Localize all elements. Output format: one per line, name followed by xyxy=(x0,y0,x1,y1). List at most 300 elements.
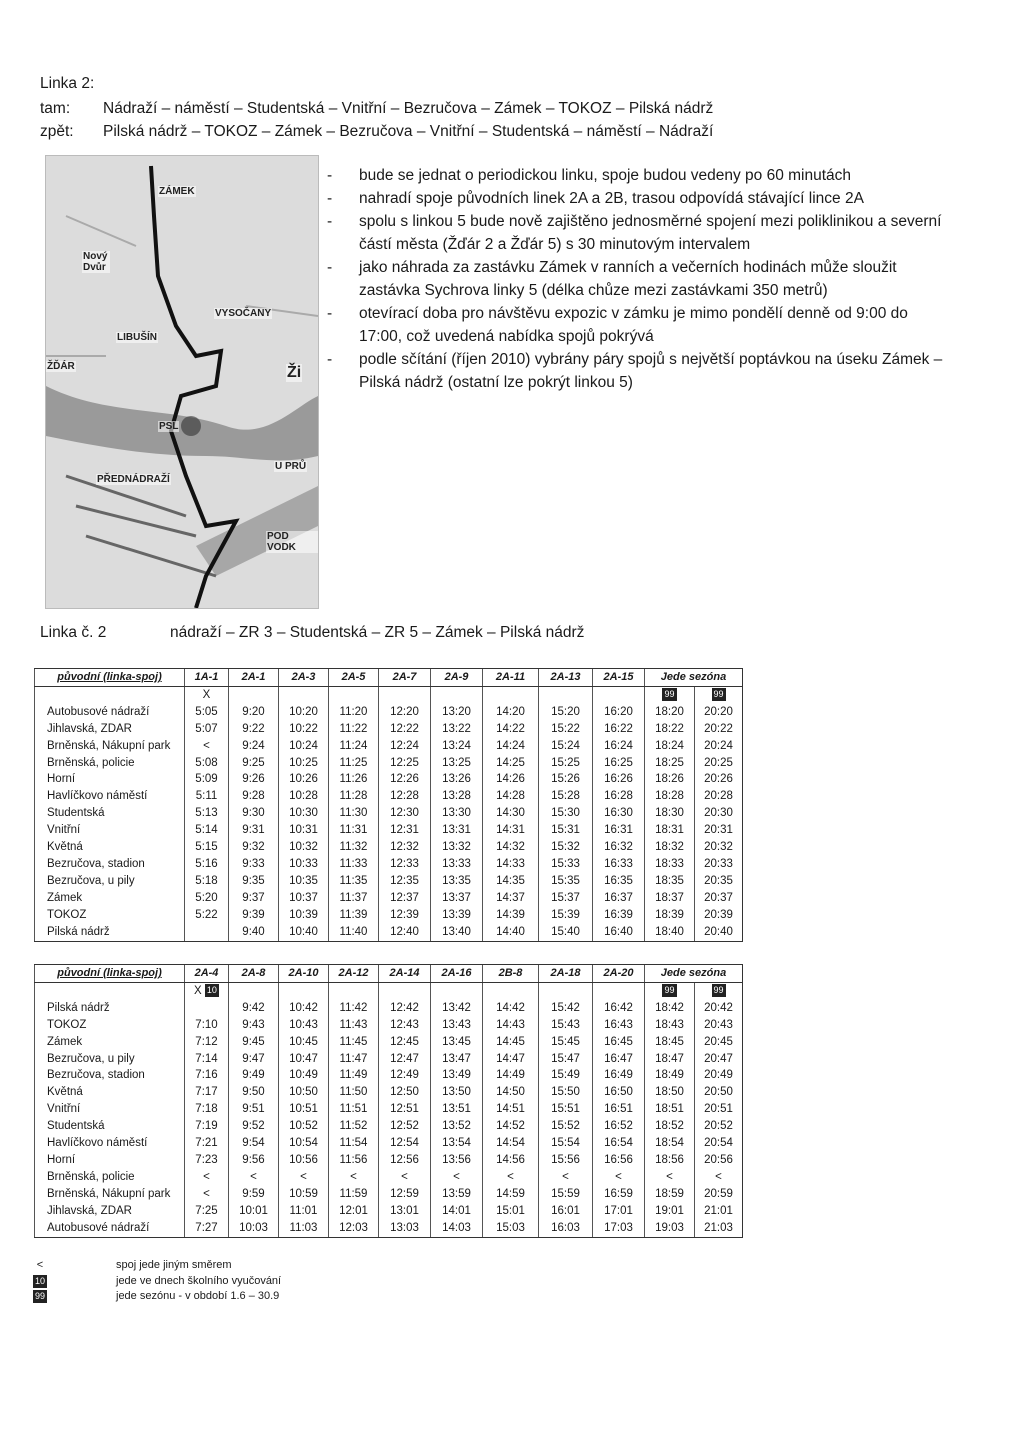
time-cell: 10:43 xyxy=(279,1017,329,1034)
time-cell: 14:32 xyxy=(483,839,539,856)
stop-name-cell: Vnitřní xyxy=(35,822,185,839)
time-cell: 14:49 xyxy=(483,1067,539,1084)
time-cell: 11:30 xyxy=(329,805,379,822)
time-cell: 18:45 xyxy=(645,1034,695,1051)
time-cell: 9:59 xyxy=(229,1186,279,1203)
time-cell: 12:25 xyxy=(379,755,431,772)
stop-name-cell: Havlíčkovo náměstí xyxy=(35,1135,185,1152)
time-cell: 18:43 xyxy=(645,1017,695,1034)
tam-label: tam: xyxy=(40,100,71,117)
time-cell xyxy=(185,1000,229,1017)
table-row xyxy=(35,755,743,772)
time-cell: 13:35 xyxy=(431,873,483,890)
time-cell: 14:43 xyxy=(483,1017,539,1034)
time-cell: 7:27 xyxy=(185,1220,229,1237)
time-cell: 9:31 xyxy=(229,822,279,839)
column-header-trip: 2A-5 xyxy=(329,669,379,687)
time-cell: 16:37 xyxy=(593,890,645,907)
time-cell: 16:50 xyxy=(593,1084,645,1101)
stop-name-cell: TOKOZ xyxy=(35,907,185,924)
stop-name-cell: Zámek xyxy=(35,890,185,907)
time-cell: 13:50 xyxy=(431,1084,483,1101)
time-cell: 10:26 xyxy=(279,771,329,788)
time-cell: 11:42 xyxy=(329,1000,379,1017)
time-cell: 17:03 xyxy=(593,1220,645,1237)
time-cell: 14:35 xyxy=(483,873,539,890)
table-row xyxy=(35,1203,743,1220)
time-cell: 14:54 xyxy=(483,1135,539,1152)
time-cell: 11:03 xyxy=(279,1220,329,1237)
legend-badge xyxy=(34,1289,46,1304)
bullet-text: jako náhrada za zastávku Zámek v ranních a večerních hodinách může sloužit zastávka Sychrova linky 5 (délka chůze mezi zastávkami 350 metrů) xyxy=(359,259,897,299)
time-cell: 7:21 xyxy=(185,1135,229,1152)
column-header-trip: 2A-4 xyxy=(185,965,229,983)
stop-name-cell: Květná xyxy=(35,1084,185,1101)
time-cell: 19:01 xyxy=(645,1203,695,1220)
time-cell: 13:43 xyxy=(431,1017,483,1034)
time-cell: 12:45 xyxy=(379,1034,431,1051)
table-row xyxy=(35,1135,743,1152)
time-cell: 20:32 xyxy=(695,839,743,856)
table-row xyxy=(35,839,743,856)
time-cell: 18:49 xyxy=(645,1067,695,1084)
time-cell: 18:24 xyxy=(645,738,695,755)
time-cell: 14:47 xyxy=(483,1051,539,1068)
time-cell: 7:25 xyxy=(185,1203,229,1220)
time-cell: 18:35 xyxy=(645,873,695,890)
map-label-u-pru: U PRŮ xyxy=(275,461,307,472)
line-title: Linka 2: xyxy=(40,75,95,92)
note-cell xyxy=(185,982,229,999)
line-caption-label: Linka č. 2 xyxy=(40,624,107,641)
notes-row xyxy=(35,982,743,999)
table-row xyxy=(35,1118,743,1135)
time-cell: 13:25 xyxy=(431,755,483,772)
time-cell xyxy=(185,924,229,941)
time-cell: < xyxy=(431,1169,483,1186)
note-badge: 99 xyxy=(713,689,724,700)
note-cell xyxy=(431,982,483,999)
time-cell: 10:31 xyxy=(279,822,329,839)
time-cell: 9:22 xyxy=(229,721,279,738)
time-cell: 12:43 xyxy=(379,1017,431,1034)
time-cell: 15:24 xyxy=(539,738,593,755)
time-cell: 13:03 xyxy=(379,1220,431,1237)
time-cell: 9:37 xyxy=(229,890,279,907)
time-cell: 11:24 xyxy=(329,738,379,755)
time-cell: 14:50 xyxy=(483,1084,539,1101)
column-header-trip: Jede sezóna xyxy=(645,669,743,687)
table-row xyxy=(35,1017,743,1034)
time-cell: 15:28 xyxy=(539,788,593,805)
time-cell: 18:50 xyxy=(645,1084,695,1101)
bullet-dash: - xyxy=(327,167,333,184)
legend xyxy=(34,1258,281,1305)
bullet-list xyxy=(327,164,947,394)
time-cell: 20:25 xyxy=(695,755,743,772)
note-x: X xyxy=(194,984,205,997)
column-header-trip: Jede sezóna xyxy=(645,965,743,983)
time-cell: 16:24 xyxy=(593,738,645,755)
time-cell: 11:43 xyxy=(329,1017,379,1034)
legend-text: spoj jede jiným směrem xyxy=(116,1259,232,1271)
time-cell: 9:25 xyxy=(229,755,279,772)
time-cell: 9:42 xyxy=(229,1000,279,1017)
note-cell xyxy=(329,686,379,703)
time-cell: 5:07 xyxy=(185,721,229,738)
column-header-trip: 2A-8 xyxy=(229,965,279,983)
bullet-item xyxy=(327,210,947,256)
time-cell: 5:08 xyxy=(185,755,229,772)
map-label-libusin: LIBUŠÍN xyxy=(117,332,157,343)
note-badge: 99 xyxy=(664,985,675,996)
time-cell: 13:45 xyxy=(431,1034,483,1051)
bullet-item xyxy=(327,187,947,210)
note-cell xyxy=(483,982,539,999)
stop-name-cell: Brněnská, Nákupní park xyxy=(35,738,185,755)
time-cell: 9:52 xyxy=(229,1118,279,1135)
time-cell: 12:47 xyxy=(379,1051,431,1068)
time-cell: 13:26 xyxy=(431,771,483,788)
bullet-text: bude se jednat o periodickou linku, spoje budou vedeny po 60 minutách xyxy=(359,167,852,184)
table-row xyxy=(35,738,743,755)
time-cell: 9:33 xyxy=(229,856,279,873)
stop-name-cell: Jihlavská, ZDAR xyxy=(35,1203,185,1220)
time-cell: 9:45 xyxy=(229,1034,279,1051)
time-cell: 13:52 xyxy=(431,1118,483,1135)
map-label-novy-dvur: Nový Dvůr xyxy=(82,251,110,273)
time-cell: 9:39 xyxy=(229,907,279,924)
time-cell: 12:56 xyxy=(379,1152,431,1169)
time-cell: 16:54 xyxy=(593,1135,645,1152)
time-cell: 12:40 xyxy=(379,924,431,941)
note-cell xyxy=(483,686,539,703)
time-cell: 16:39 xyxy=(593,907,645,924)
note-cell xyxy=(35,982,185,999)
stop-name-cell: Brněnská, policie xyxy=(35,1169,185,1186)
column-header-trip: 2A-15 xyxy=(593,669,645,687)
time-cell: 20:30 xyxy=(695,805,743,822)
bullet-dash: - xyxy=(327,305,333,322)
time-cell: 9:24 xyxy=(229,738,279,755)
time-cell: 13:20 xyxy=(431,704,483,721)
time-cell: 14:37 xyxy=(483,890,539,907)
table-row xyxy=(35,1169,743,1186)
time-cell: 16:03 xyxy=(539,1220,593,1237)
time-cell: 18:39 xyxy=(645,907,695,924)
time-cell: 11:54 xyxy=(329,1135,379,1152)
table-header-row xyxy=(35,669,743,687)
time-cell: 16:31 xyxy=(593,822,645,839)
time-cell: 9:43 xyxy=(229,1017,279,1034)
time-cell: 11:47 xyxy=(329,1051,379,1068)
time-cell: 15:40 xyxy=(539,924,593,941)
time-cell: 16:43 xyxy=(593,1017,645,1034)
notes-row xyxy=(35,686,743,703)
column-header-trip: 2B-8 xyxy=(483,965,539,983)
time-cell: 14:42 xyxy=(483,1000,539,1017)
time-cell: 15:42 xyxy=(539,1000,593,1017)
time-cell: 12:01 xyxy=(329,1203,379,1220)
stop-name-cell: Horní xyxy=(35,1152,185,1169)
legend-item xyxy=(34,1274,281,1290)
time-cell: 15:20 xyxy=(539,704,593,721)
time-cell: 12:30 xyxy=(379,805,431,822)
note-cell xyxy=(229,686,279,703)
map-label-vysocany: VYSOČANY xyxy=(215,308,272,319)
table-row xyxy=(35,873,743,890)
table-row xyxy=(35,1220,743,1237)
legend-symbol: < xyxy=(36,1259,44,1271)
column-header-stop: původní (linka-spoj) xyxy=(35,669,185,687)
note-cell xyxy=(329,982,379,999)
time-cell: 11:49 xyxy=(329,1067,379,1084)
time-cell: 15:22 xyxy=(539,721,593,738)
table-row xyxy=(35,1067,743,1084)
time-cell: 20:26 xyxy=(695,771,743,788)
time-cell: 18:28 xyxy=(645,788,695,805)
time-cell: 20:56 xyxy=(695,1152,743,1169)
time-cell: 12:51 xyxy=(379,1101,431,1118)
note-cell xyxy=(379,686,431,703)
time-cell: 13:42 xyxy=(431,1000,483,1017)
map-label-prednadrazi: PŘEDNÁDRAŽÍ xyxy=(97,474,170,485)
stop-name-cell: Havlíčkovo náměstí xyxy=(35,788,185,805)
column-header-trip: 2A-16 xyxy=(431,965,483,983)
time-cell: 20:22 xyxy=(695,721,743,738)
time-cell: 15:35 xyxy=(539,873,593,890)
time-cell: 16:30 xyxy=(593,805,645,822)
table-row xyxy=(35,788,743,805)
time-cell: 12:50 xyxy=(379,1084,431,1101)
table-row xyxy=(35,771,743,788)
time-cell: < xyxy=(185,1169,229,1186)
stop-name-cell: Autobusové nádraží xyxy=(35,1220,185,1237)
table-row xyxy=(35,822,743,839)
time-cell: 12:37 xyxy=(379,890,431,907)
table-row xyxy=(35,704,743,721)
stop-name-cell: Brněnská, Nákupní park xyxy=(35,1186,185,1203)
time-cell: 13:56 xyxy=(431,1152,483,1169)
time-cell: 12:52 xyxy=(379,1118,431,1135)
time-cell: 11:31 xyxy=(329,822,379,839)
time-cell: < xyxy=(539,1169,593,1186)
time-cell: 5:09 xyxy=(185,771,229,788)
time-cell: 5:22 xyxy=(185,907,229,924)
table-row xyxy=(35,1000,743,1017)
time-cell: 12:49 xyxy=(379,1067,431,1084)
time-cell: 11:20 xyxy=(329,704,379,721)
time-cell: 14:39 xyxy=(483,907,539,924)
time-cell: 16:47 xyxy=(593,1051,645,1068)
column-header-trip: 2A-13 xyxy=(539,669,593,687)
time-cell: 15:31 xyxy=(539,822,593,839)
time-cell: 7:16 xyxy=(185,1067,229,1084)
time-cell: 13:28 xyxy=(431,788,483,805)
time-cell: 14:40 xyxy=(483,924,539,941)
time-cell: 18:56 xyxy=(645,1152,695,1169)
note-cell xyxy=(379,982,431,999)
timetable-outbound xyxy=(34,668,743,942)
time-cell: < xyxy=(645,1169,695,1186)
table-row xyxy=(35,856,743,873)
stop-name-cell: Studentská xyxy=(35,1118,185,1135)
time-cell: 12:24 xyxy=(379,738,431,755)
time-cell: 13:24 xyxy=(431,738,483,755)
table-row xyxy=(35,1101,743,1118)
stop-name-cell: Květná xyxy=(35,839,185,856)
time-cell: 5:11 xyxy=(185,788,229,805)
legend-text: jede ve dnech školního vyučování xyxy=(116,1274,282,1287)
stop-name-cell: Bezručova, stadion xyxy=(35,1067,185,1084)
time-cell: 20:50 xyxy=(695,1084,743,1101)
time-cell: 14:26 xyxy=(483,771,539,788)
time-cell: 13:37 xyxy=(431,890,483,907)
column-header-trip: 2A-7 xyxy=(379,669,431,687)
note-cell xyxy=(185,686,229,703)
time-cell: < xyxy=(329,1169,379,1186)
note-cell xyxy=(279,982,329,999)
time-cell: 12:28 xyxy=(379,788,431,805)
time-cell: 12:20 xyxy=(379,704,431,721)
stop-name-cell: Bezručova, u pily xyxy=(35,1051,185,1068)
note-badge: 99 xyxy=(713,985,724,996)
note-cell xyxy=(695,982,743,999)
time-cell: 5:14 xyxy=(185,822,229,839)
stop-name-cell: Autobusové nádraží xyxy=(35,704,185,721)
line-caption-route: nádraží – ZR 3 – Studentská – ZR 5 – Zámek – Pilská nádrž xyxy=(170,624,585,641)
time-cell: 14:25 xyxy=(483,755,539,772)
time-cell: 20:35 xyxy=(695,873,743,890)
time-cell: 13:22 xyxy=(431,721,483,738)
time-cell: 9:30 xyxy=(229,805,279,822)
time-cell: 16:42 xyxy=(593,1000,645,1017)
stop-name-cell: Brněnská, policie xyxy=(35,755,185,772)
time-cell: 11:39 xyxy=(329,907,379,924)
time-cell: 15:59 xyxy=(539,1186,593,1203)
time-cell: 7:23 xyxy=(185,1152,229,1169)
time-cell: 12:26 xyxy=(379,771,431,788)
time-cell: 14:45 xyxy=(483,1034,539,1051)
time-cell: 16:28 xyxy=(593,788,645,805)
note-cell xyxy=(229,982,279,999)
time-cell: 14:30 xyxy=(483,805,539,822)
time-cell: 13:51 xyxy=(431,1101,483,1118)
time-cell: 15:39 xyxy=(539,907,593,924)
time-cell: 9:35 xyxy=(229,873,279,890)
time-cell: 12:39 xyxy=(379,907,431,924)
map-label-pod-vodk: POD VODK xyxy=(266,531,318,553)
time-cell: 12:33 xyxy=(379,856,431,873)
bullet-dash: - xyxy=(327,259,333,276)
time-cell: 11:22 xyxy=(329,721,379,738)
time-cell: 14:31 xyxy=(483,822,539,839)
time-cell: < xyxy=(695,1169,743,1186)
time-cell: 20:20 xyxy=(695,704,743,721)
legend-text: jede sezónu - v období 1.6 – 30.9 xyxy=(116,1290,280,1302)
time-cell: 11:37 xyxy=(329,890,379,907)
time-cell: 11:51 xyxy=(329,1101,379,1118)
time-cell: 15:54 xyxy=(539,1135,593,1152)
time-cell: 11:45 xyxy=(329,1034,379,1051)
time-cell: 10:45 xyxy=(279,1034,329,1051)
note-cell xyxy=(645,686,695,703)
column-header-trip: 2A-12 xyxy=(329,965,379,983)
time-cell: 20:24 xyxy=(695,738,743,755)
time-cell: 10:30 xyxy=(279,805,329,822)
map-label-zdar: ŽĎÁR xyxy=(47,361,75,372)
time-cell: 15:32 xyxy=(539,839,593,856)
timetable-inbound xyxy=(34,964,743,1238)
time-cell: 14:24 xyxy=(483,738,539,755)
time-cell: 16:22 xyxy=(593,721,645,738)
time-cell: 10:49 xyxy=(279,1067,329,1084)
time-cell: 20:54 xyxy=(695,1135,743,1152)
column-header-trip: 2A-18 xyxy=(539,965,593,983)
time-cell: 20:47 xyxy=(695,1051,743,1068)
time-cell: 14:28 xyxy=(483,788,539,805)
bullet-dash: - xyxy=(327,213,333,230)
time-cell: 14:01 xyxy=(431,1203,483,1220)
time-cell: 10:40 xyxy=(279,924,329,941)
time-cell: 15:51 xyxy=(539,1101,593,1118)
legend-badge-text: 10 xyxy=(35,1275,46,1286)
table-row xyxy=(35,1186,743,1203)
time-cell: < xyxy=(593,1169,645,1186)
time-cell: 13:54 xyxy=(431,1135,483,1152)
time-cell: 12:22 xyxy=(379,721,431,738)
column-header-trip: 2A-20 xyxy=(593,965,645,983)
stop-name-cell: Pilská nádrž xyxy=(35,924,185,941)
time-cell: 15:56 xyxy=(539,1152,593,1169)
time-cell: 15:49 xyxy=(539,1067,593,1084)
map-label-zamek: ZÁMEK xyxy=(159,186,195,197)
table-header-row xyxy=(35,965,743,983)
bullet-dash: - xyxy=(327,351,333,368)
time-cell: 11:56 xyxy=(329,1152,379,1169)
time-cell: 20:51 xyxy=(695,1101,743,1118)
time-cell: 20:52 xyxy=(695,1118,743,1135)
time-cell: 5:16 xyxy=(185,856,229,873)
time-cell: 15:01 xyxy=(483,1203,539,1220)
time-cell: 18:59 xyxy=(645,1186,695,1203)
time-cell: 11:50 xyxy=(329,1084,379,1101)
time-cell: 15:45 xyxy=(539,1034,593,1051)
time-cell: 14:52 xyxy=(483,1118,539,1135)
time-cell: 15:43 xyxy=(539,1017,593,1034)
time-cell: 12:32 xyxy=(379,839,431,856)
bullet-item xyxy=(327,302,947,348)
time-cell: 11:28 xyxy=(329,788,379,805)
time-cell: 13:32 xyxy=(431,839,483,856)
table-row xyxy=(35,890,743,907)
time-cell: 5:18 xyxy=(185,873,229,890)
time-cell: 15:30 xyxy=(539,805,593,822)
note-cell xyxy=(279,686,329,703)
time-cell: 10:22 xyxy=(279,721,329,738)
note-cell xyxy=(593,982,645,999)
time-cell: 21:03 xyxy=(695,1220,743,1237)
time-cell: 18:22 xyxy=(645,721,695,738)
zpet-label: zpět: xyxy=(40,123,74,140)
time-cell: 15:52 xyxy=(539,1118,593,1135)
time-cell: 9:56 xyxy=(229,1152,279,1169)
time-cell: 20:49 xyxy=(695,1067,743,1084)
time-cell: 10:25 xyxy=(279,755,329,772)
time-cell: 17:01 xyxy=(593,1203,645,1220)
time-cell: 15:47 xyxy=(539,1051,593,1068)
time-cell: 13:49 xyxy=(431,1067,483,1084)
